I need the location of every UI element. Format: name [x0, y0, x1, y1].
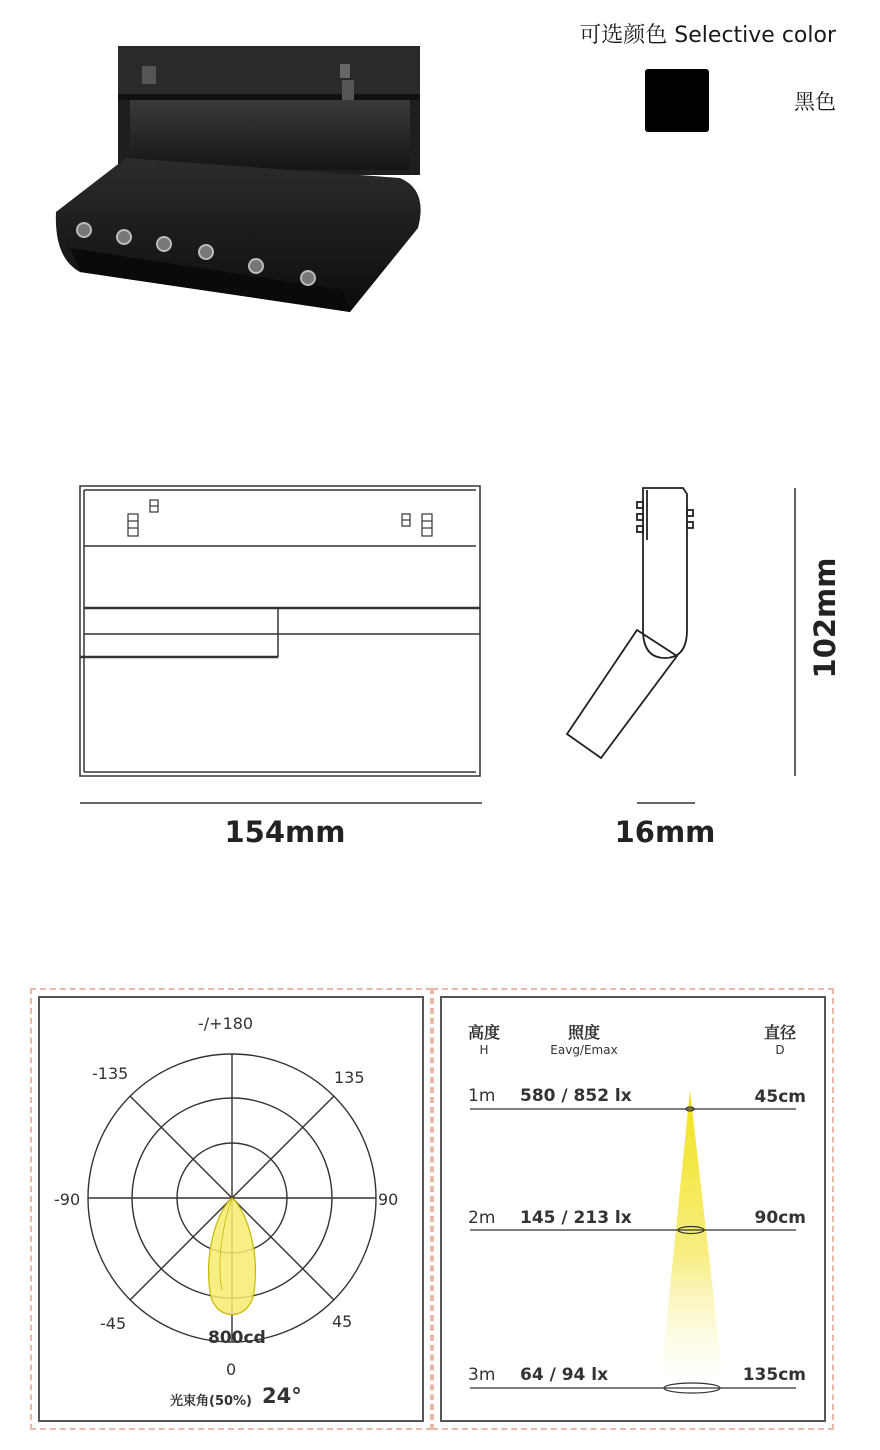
beam-angle-label: 光束角(50%): [170, 1394, 252, 1409]
angle-label-lower-left: -45: [100, 1314, 127, 1333]
angle-label-upper-right: 135: [334, 1068, 365, 1087]
color-options-heading: 可选颜色 Selective color: [579, 23, 836, 48]
depth-dimension: 16mm: [614, 815, 716, 849]
row-diameter: 90cm: [754, 1208, 806, 1228]
color-swatch-black[interactable]: [645, 69, 709, 132]
row-height: 3m: [468, 1365, 496, 1385]
beam-angle-value: 24°: [262, 1384, 302, 1408]
row-illuminance: 580 / 852 lx: [520, 1086, 632, 1106]
angle-label-left: -90: [54, 1190, 81, 1209]
row-illuminance: 145 / 213 lx: [520, 1208, 632, 1228]
angle-label-upper-left: -135: [92, 1064, 129, 1083]
angle-label-bottom: 0: [226, 1360, 237, 1379]
illuminance-panel: [432, 988, 834, 1430]
width-dimension: 154mm: [224, 815, 346, 849]
row-height: 2m: [468, 1208, 496, 1228]
header-illuminance-sub: Eavg/Emax: [550, 1043, 618, 1057]
height-dimension: [770, 557, 880, 679]
row-height: 1m: [468, 1086, 496, 1106]
row-diameter: 45cm: [754, 1087, 806, 1107]
row-diameter: 135cm: [742, 1365, 806, 1385]
row-illuminance: 64 / 94 lx: [520, 1365, 609, 1385]
angle-label-lower-right: 45: [332, 1312, 353, 1331]
polar-distribution-panel: [30, 988, 432, 1430]
header-height: 高度: [467, 1023, 500, 1042]
front-view-drawing: [70, 480, 490, 820]
angle-label-top: -/+180: [198, 1014, 254, 1033]
color-swatch-label: 黑色: [794, 90, 836, 114]
product-photo: [50, 40, 430, 320]
header-diameter: 直径: [763, 1023, 796, 1042]
angle-label-right: 90: [378, 1190, 399, 1209]
header-illuminance: 照度: [567, 1023, 600, 1042]
peak-intensity: 800cd: [208, 1328, 266, 1348]
height-dimension-text: 102mm: [808, 557, 842, 679]
header-diameter-sub: D: [775, 1043, 785, 1057]
header-height-sub: H: [479, 1043, 489, 1057]
